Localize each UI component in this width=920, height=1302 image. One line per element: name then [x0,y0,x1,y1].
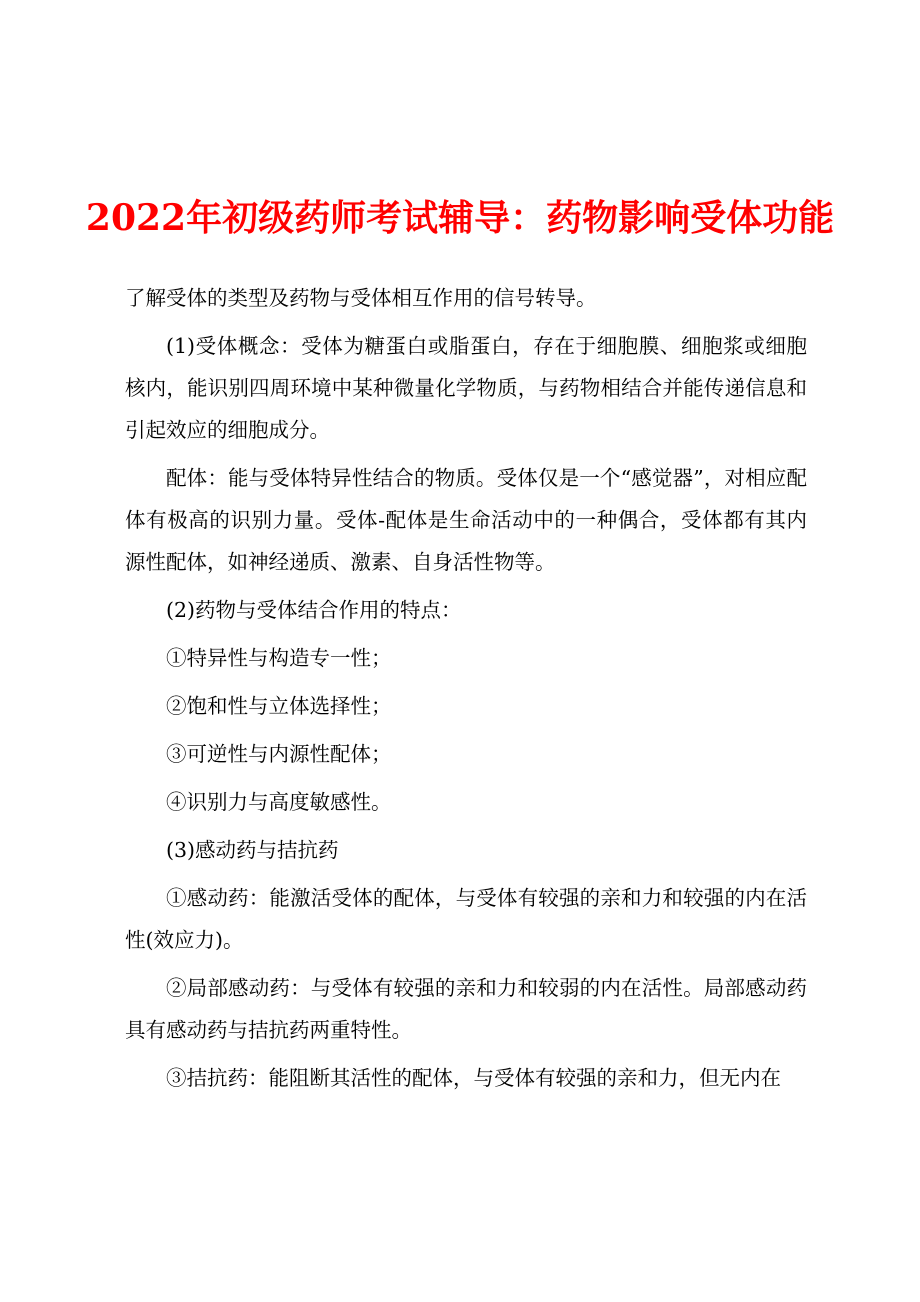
paragraph-intro: 了解受体的类型及药物与受体相互作用的信号转导。 [125,286,597,310]
list-item-saturability: ②饱和性与立体选择性； [166,694,392,718]
document-title: 2022年初级药师考试辅导：药物影响受体功能 [85,197,835,239]
list-item-agonist: ①感动药：能激活受体的配体，与受体有较强的亲和力和较强的内在活性(效应力)。 [125,886,807,952]
list-item-sensitivity: ④识别力与高度敏感性。 [166,790,392,814]
list-item-antagonist: ③拮抗药：能阻断其活性的配体，与受体有较强的亲和力，但无内在 [166,1066,781,1090]
paragraph-receptor-concept: (1)受体概念：受体为糖蛋白或脂蛋白，存在于细胞膜、细胞浆或细胞核内，能识别四周环境中某种微量化学物质，与药物相结合并能传递信息和引起效应的细胞成分。 [125,334,807,442]
list-item-specificity: ①特异性与构造专一性； [166,646,392,670]
document-body [125,277,807,1105]
list-item-reversibility: ③可逆性与内源性配体； [166,742,392,766]
paragraph-agonist-antagonist-heading: (3)感动药与拮抗药 [166,838,339,862]
paragraph-ligand: 配体：能与受体特异性结合的物质。受体仅是一个“感觉器”，对相应配体有极高的识别力量。受体-配体是生命活动中的一种偶合，受体都有其内源性配体，如神经递质、激素、自身活性物等。 [125,466,807,574]
list-item-partial-agonist: ②局部感动药：与受体有较强的亲和力和较弱的内在活性。局部感动药具有感动药与拮抗药两重特性。 [125,976,807,1042]
paragraph-binding-features-heading: (2)药物与受体结合作用的特点： [166,598,462,622]
